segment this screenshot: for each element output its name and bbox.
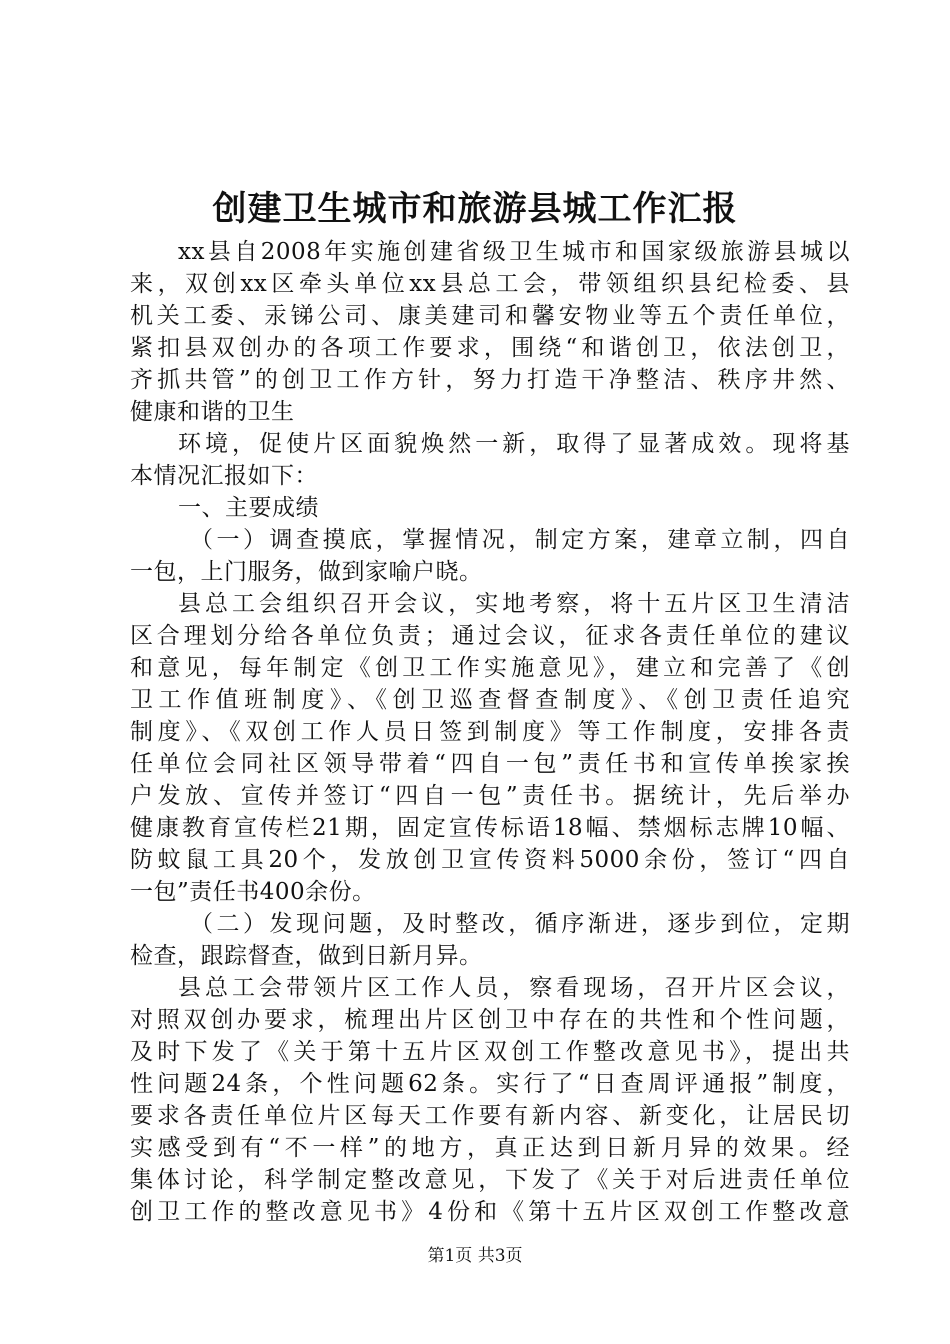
paragraph-line: 实感受到有“不一样”的地方，真正达到日新月异的效果。经 xyxy=(130,1135,850,1161)
paragraph-line: 集体讨论，科学制定整改意见，下发了《关于对后进责任单位 xyxy=(130,1167,850,1193)
paragraph-line: 户发放、宣传并签订“四自一包”责任书。据统计，先后举办 xyxy=(130,783,850,809)
paragraph-line: 创卫工作的整改意见书》4份和《第十五片区双创工作整改意 xyxy=(130,1199,850,1225)
document-body xyxy=(130,236,850,1228)
paragraph-line: 要求各责任单位片区每天工作要有新内容、新变化，让居民切 xyxy=(130,1103,850,1129)
paragraph-line: 一包”责任书400余份。 xyxy=(130,879,376,905)
subsection-heading-line: （一）调查摸底，掌握情况，制定方案，建章立制，四自 xyxy=(190,527,850,553)
paragraph-line: 紧扣县双创办的各项工作要求，围绕“和谐创卫，依法创卫， xyxy=(130,335,850,361)
paragraph-line: 县总工会带领片区工作人员，察看现场，召开片区会议， xyxy=(178,975,850,1001)
paragraph-line: 本情况汇报如下： xyxy=(130,463,318,489)
page-number: 第1页 共3页 xyxy=(427,1246,523,1266)
paragraph-line: 来，双创xx区牵头单位xx县总工会，带领组织县纪检委、县 xyxy=(130,271,850,297)
paragraph-line: 健康和谐的卫生 xyxy=(130,399,295,425)
paragraph-line: 县总工会组织召开会议，实地考察，将十五片区卫生清洁 xyxy=(178,591,850,617)
paragraph-line: 卫工作值班制度》、《创卫巡查督查制度》、《创卫责任追究 xyxy=(130,687,850,713)
paragraph-line: 对照双创办要求，梳理出片区创卫中存在的共性和个性问题， xyxy=(130,1007,850,1033)
paragraph-line: 性问题24条，个性问题62条。实行了“日查周评通报”制度， xyxy=(130,1071,850,1097)
paragraph-line: 及时下发了《关于第十五片区双创工作整改意见书》，提出共 xyxy=(130,1039,850,1065)
paragraph-line: 防蚊鼠工具20个，发放创卫宣传资料5000余份，签订“四自 xyxy=(130,847,850,873)
paragraph-line: xx县自2008年实施创建省级卫生城市和国家级旅游县城以 xyxy=(178,239,850,265)
section-heading: 一、主要成绩 xyxy=(178,495,319,521)
paragraph-line: 齐抓共管”的创卫工作方针，努力打造干净整洁、秩序井然、 xyxy=(130,367,850,393)
paragraph-line: 制度》、《双创工作人员日签到制度》等工作制度，安排各责 xyxy=(130,719,850,745)
paragraph-line: 机关工委、汞锑公司、康美建司和馨安物业等五个责任单位， xyxy=(130,303,850,329)
subsection-heading-line: （二）发现问题，及时整改，循序渐进，逐步到位，定期 xyxy=(190,911,850,937)
paragraph-line: 任单位会同社区领导带着“四自一包”责任书和宣传单挨家挨 xyxy=(130,751,850,777)
paragraph-line: 环境，促使片区面貌焕然一新，取得了显著成效。现将基 xyxy=(178,431,850,457)
subsection-heading-line: 检查，跟踪督查，做到日新月异。 xyxy=(130,943,483,969)
paragraph-line: 健康教育宣传栏21期，固定宣传标语18幅、禁烟标志牌10幅、 xyxy=(130,815,850,841)
paragraph-line: 区合理划分给各单位负责；通过会议，征求各责任单位的建议 xyxy=(130,623,850,649)
subsection-heading-line: 一包，上门服务，做到家喻户晓。 xyxy=(130,559,483,585)
document-title: 创建卫生城市和旅游县城工作汇报 xyxy=(212,189,738,229)
paragraph-line: 和意见，每年制定《创卫工作实施意见》，建立和完善了《创 xyxy=(130,655,850,681)
